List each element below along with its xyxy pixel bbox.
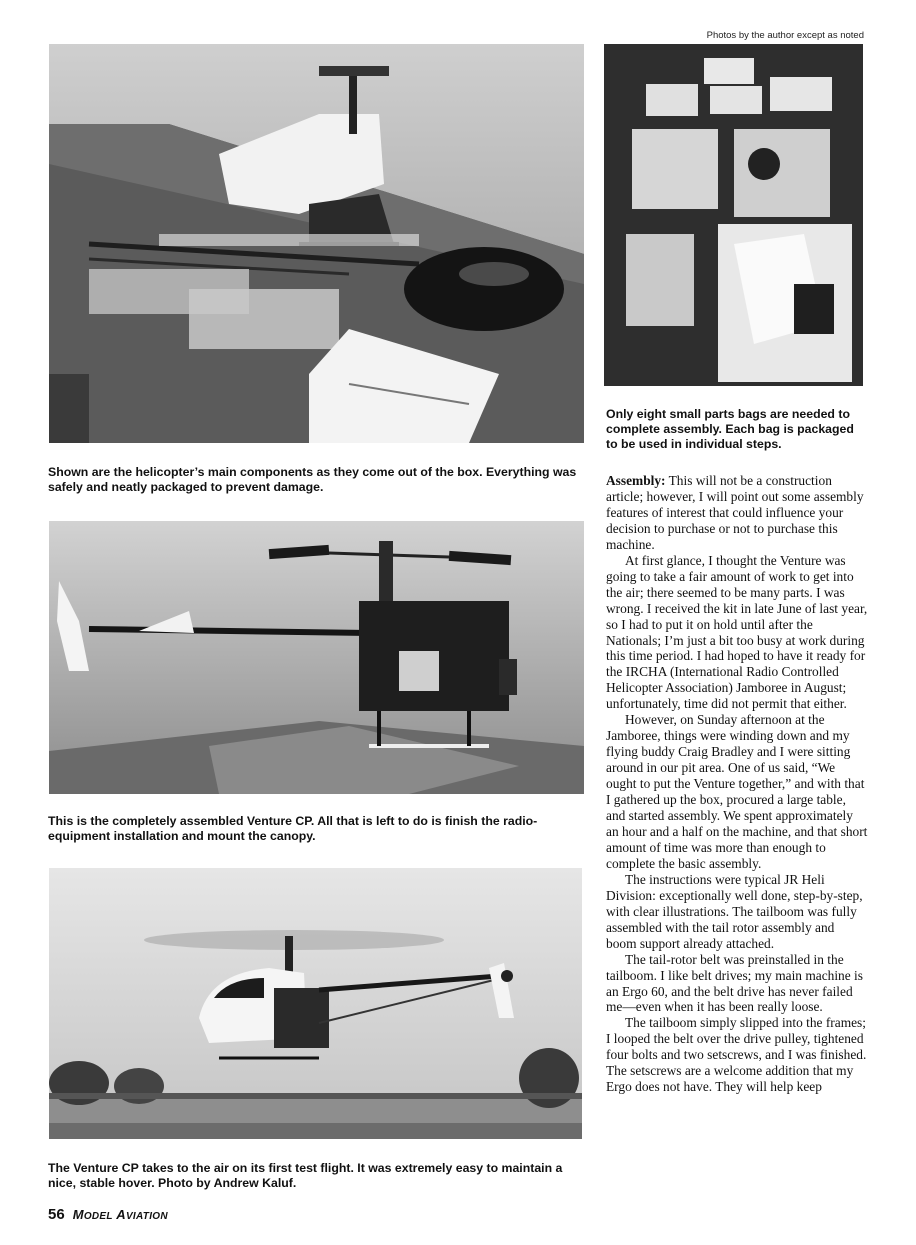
photo-credit: Photos by the author except as noted xyxy=(706,30,864,41)
article-paragraph: The tailboom simply slipped into the frames; I looped the belt over the drive pulley, tightened four bolts and two setscrews, and I was finished. The setscrews are a welcome addition that my Ergo does not have. They will help keep xyxy=(606,1015,867,1095)
article-paragraph: Assembly: This will not be a construction article; however, I will point out some assembly features of interest that could influence your decision to purchase or not to purchase this machine. xyxy=(606,473,864,552)
article-paragraph: The tail-rotor belt was preinstalled in the tailboom. I like belt drives; my main machine is an Ergo 60, and the belt drive has never failed me—even when it has been really loose. xyxy=(606,951,863,1015)
photo-assembled xyxy=(49,521,584,794)
caption-components: Shown are the helicopter’s main components as they come out of the box. Everything was safely and neatly packaged to prevent damage. xyxy=(48,465,577,494)
magazine-name: MODEL AVIATION xyxy=(72,1207,168,1222)
article-body xyxy=(606,473,868,1095)
caption-parts-bags: Only eight small parts bags are needed to complete assembly. Each bag is packaged to be used in individual steps. xyxy=(606,407,854,451)
photo-first-flight xyxy=(49,868,582,1139)
page-number: 56 xyxy=(48,1206,65,1223)
photo-parts-bags xyxy=(604,44,863,386)
photo-components xyxy=(49,44,584,443)
page-footer xyxy=(48,1206,168,1223)
article-paragraph: At first glance, I thought the Venture was going to take a fair amount of work to get into the air; there seemed to be many parts. I was wrong. I received the kit in late June of last year, so I had to put it on hold until after the Nationals; I’m just a bit too busy at work during this time period. I had hoped to have it ready for the IRCHA (International Radio Controlled Helicopter Association) Jamboree in August; unfortunately, time did not permit that either. xyxy=(606,552,868,712)
article-paragraph: However, on Sunday afternoon at the Jamboree, things were winding down and my flying buddy Craig Bradley and I were sitting around in our pit area. One of us said, “We ought to put the Venture together,” and with that I gathered up the box, procured a large table, and started assembly. We spent approximately an hour and a half on the machine, and that short amount of time was more than enough to complete the basic assembly. xyxy=(606,712,868,871)
article-paragraph: The instructions were typical JR Heli Division: exceptionally well done, step-by-step, with clear illustrations. The tailboom was fully assembled with the tail rotor assembly and boom support already attached. xyxy=(606,871,863,951)
caption-first-flight: The Venture CP takes to the air on its first test flight. It was extremely easy to maintain a nice, stable hover. Photo by Andrew Kaluf. xyxy=(48,1161,563,1190)
caption-assembled: This is the completely assembled Venture CP. All that is left to do is finish the radio-equipment installation and mount the canopy. xyxy=(48,814,538,843)
lead-in: Assembly: xyxy=(606,473,666,488)
